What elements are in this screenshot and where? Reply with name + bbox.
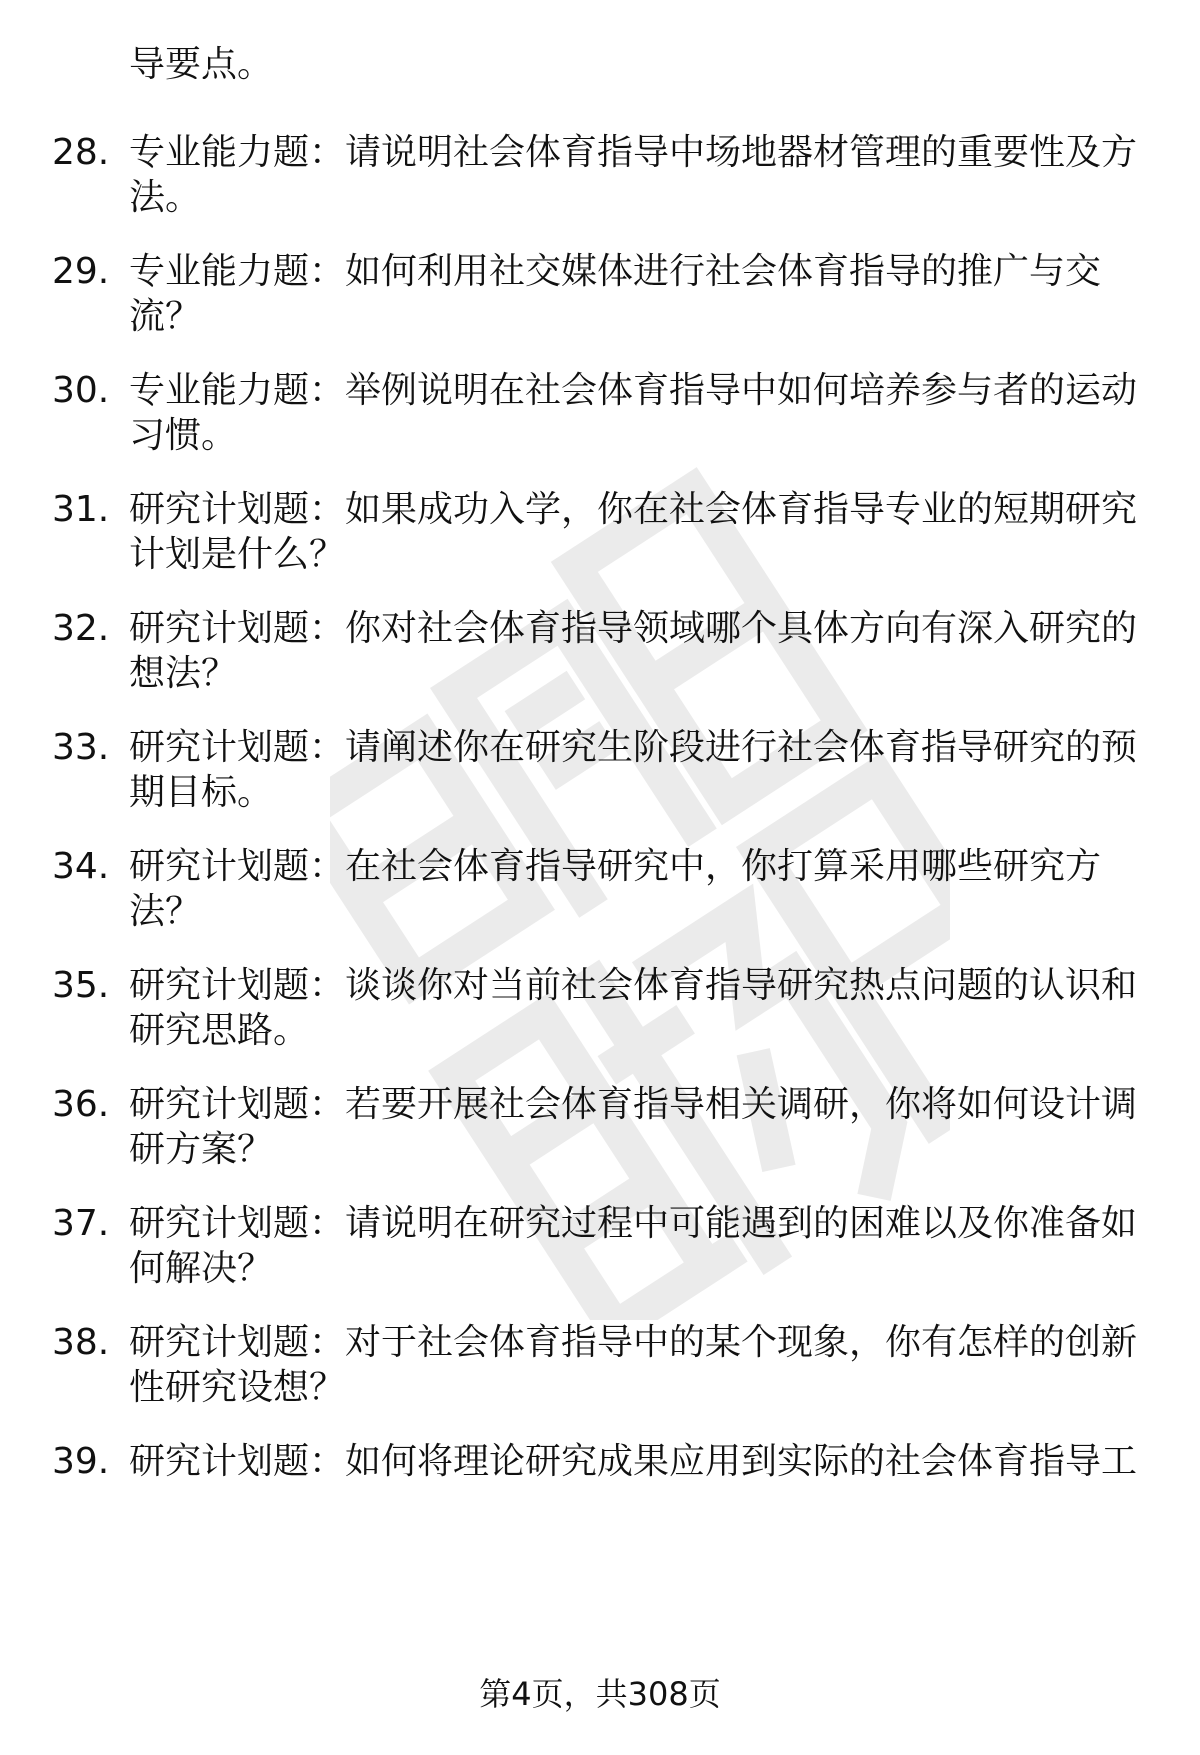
question-text-line: 研究计划题：在社会体育指导研究中，你打算采用哪些研究方: [129, 846, 1102, 887]
question-text-line: 专业能力题：举例说明在社会体育指导中如何培养参与者的运动: [129, 370, 1138, 411]
question-text-line: 研究思路。: [129, 1010, 310, 1051]
question-text-line: 法。: [129, 177, 202, 218]
question-number: 29.: [52, 251, 110, 292]
question-number: 38.: [52, 1322, 110, 1363]
question-text-line: 想法？: [129, 653, 238, 694]
question-number: 35.: [52, 965, 110, 1006]
question-text-line: 专业能力题：如何利用社交媒体进行社会体育指导的推广与交: [129, 251, 1102, 292]
question-number: 34.: [52, 846, 110, 887]
question-number: 33.: [52, 727, 110, 768]
question-text-line: 计划是什么？: [129, 534, 346, 575]
question-text-line: 研究计划题：请说明在研究过程中可能遇到的困难以及你准备如: [129, 1203, 1138, 1244]
question-number: 37.: [52, 1203, 110, 1244]
question-text-line: 研究计划题：如何将理论研究成果应用到实际的社会体育指导工: [129, 1441, 1138, 1482]
question-text-line: 习惯。: [129, 415, 238, 456]
question-text-line: 性研究设想？: [129, 1367, 346, 1408]
question-number: 31.: [52, 489, 110, 530]
question-number: 30.: [52, 370, 110, 411]
question-text-line: 流？: [129, 296, 202, 337]
question-text-line: 研究计划题：对于社会体育指导中的某个现象，你有怎样的创新: [129, 1322, 1138, 1363]
question-number: 32.: [52, 608, 110, 649]
question-text-line: 专业能力题：请说明社会体育指导中场地器材管理的重要性及方: [129, 132, 1138, 173]
question-number: 39.: [52, 1441, 110, 1482]
question-text-line: 期目标。: [129, 772, 274, 813]
question-text-line: 研究计划题：请阐述你在研究生阶段进行社会体育指导研究的预: [129, 727, 1138, 768]
question-number: 36.: [52, 1084, 110, 1125]
continuation-text: 导要点。: [129, 44, 274, 85]
question-text-line: 研究计划题：谈谈你对当前社会体育指导研究热点问题的认识和: [129, 965, 1138, 1006]
question-text-line: 研方案？: [129, 1129, 274, 1170]
page-footer: 第4页，共308页: [479, 1675, 721, 1713]
question-text-line: 研究计划题：若要开展社会体育指导相关调研，你将如何设计调: [129, 1084, 1138, 1125]
question-number: 28.: [52, 132, 110, 173]
question-text-line: 何解决？: [129, 1248, 274, 1289]
question-text-line: 研究计划题：你对社会体育指导领域哪个具体方向有深入研究的: [129, 608, 1138, 649]
question-text-line: 法？: [129, 891, 202, 932]
question-text-line: 研究计划题：如果成功入学，你在社会体育指导专业的短期研究: [129, 489, 1138, 530]
